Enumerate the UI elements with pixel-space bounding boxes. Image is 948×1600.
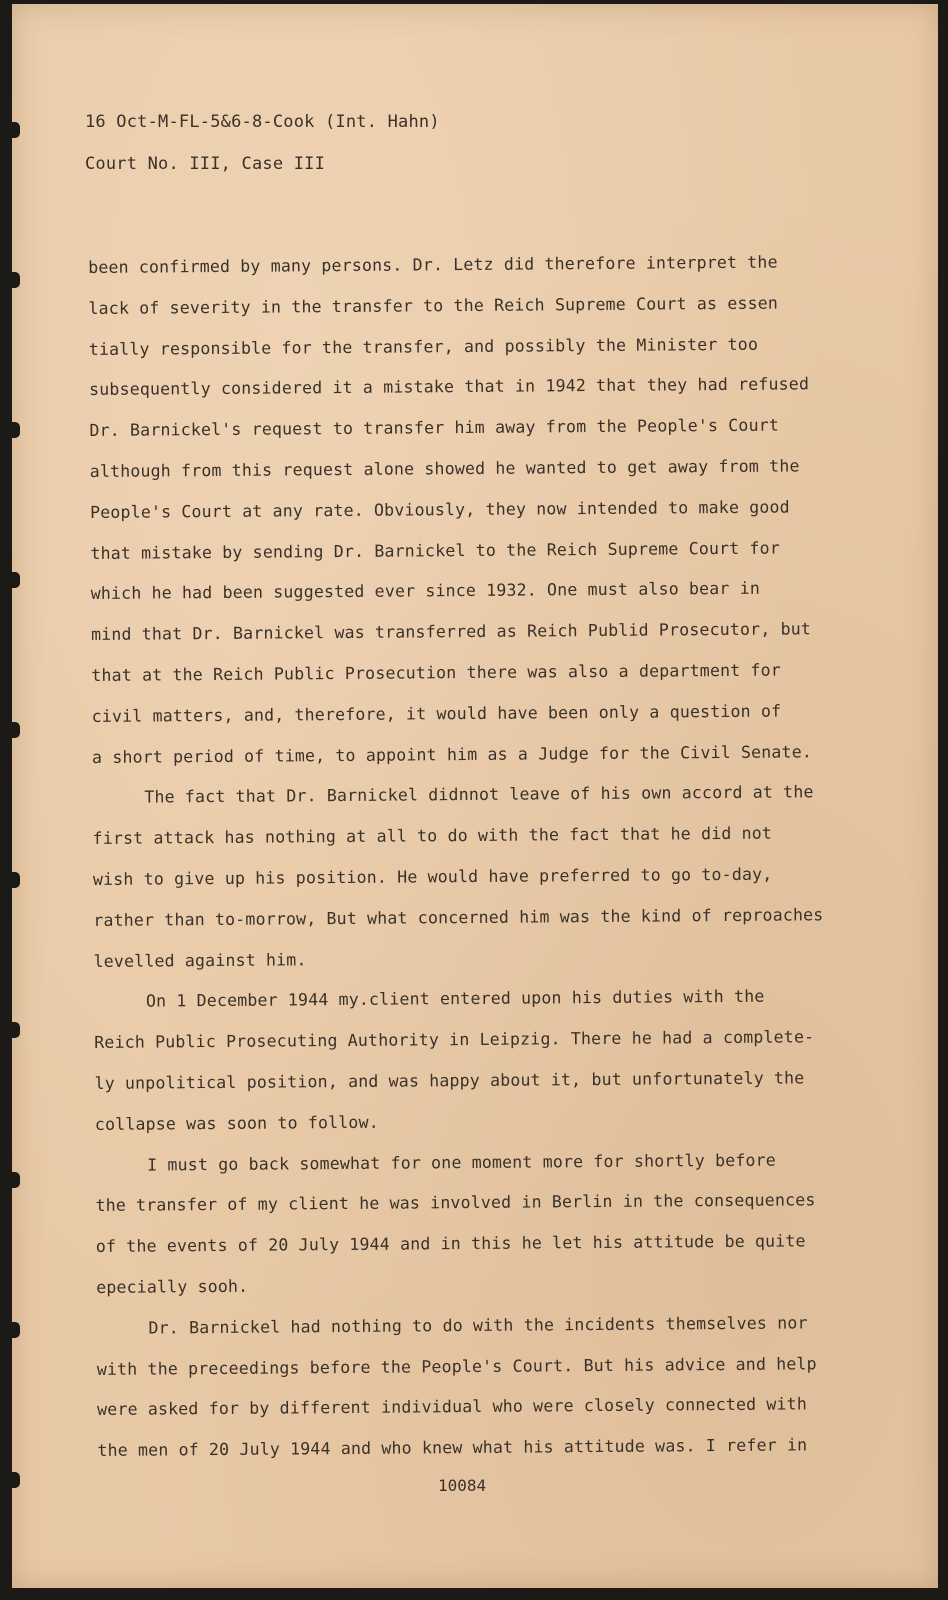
punch-hole-mark xyxy=(12,872,20,888)
text-line: the transfer of my client he was involved in Berlin in the consequences xyxy=(95,1190,816,1216)
text-line: with the preceedings before the People's Court. But his advice and help xyxy=(96,1353,817,1379)
text-line: I must go back somewhat for one moment more for shortly before xyxy=(147,1150,776,1175)
text-line: that mistake by sending Dr. Barnickel to the Reich Supreme Court for xyxy=(90,538,780,563)
text-line: were asked for by different individual who were closely connected with xyxy=(97,1394,808,1420)
punch-hole-mark xyxy=(12,1022,20,1038)
punch-hole-mark xyxy=(12,1172,20,1188)
text-line: first attack has nothing at all to do with the fact that he did not xyxy=(92,823,773,849)
text-line: subsequently considered it a mistake that in 1942 that they had refused xyxy=(89,374,810,400)
text-line: Dr. Barnickel had nothing to do with the incidents themselves nor xyxy=(148,1313,808,1338)
text-line: been confirmed by many persons. Dr. Letz did therefore interpret the xyxy=(88,252,778,277)
text-line: civil matters, and, therefore, it would have been only a question of xyxy=(91,701,782,726)
text-line: mind that Dr. Barnickel was transferred as Reich Publid Prosecutor, but xyxy=(90,619,812,645)
text-line: Dr. Barnickel's request to transfer him away from the People's Court xyxy=(89,415,780,441)
text-line: Reich Public Prosecuting Authority in Leipzig. There he had a complete- xyxy=(94,1027,815,1053)
text-line: epecially sooh. xyxy=(96,1276,249,1297)
transcript-body xyxy=(88,242,858,1472)
text-line: wish to give up his position. He would have preferred to go to-day, xyxy=(92,864,773,889)
text-line: The fact that Dr. Barnickel didnnot leave of his own accord at the xyxy=(144,782,814,807)
punch-hole-mark xyxy=(12,272,20,288)
punch-hole-mark xyxy=(12,1472,20,1488)
text-line: a short period of time, to appoint him as a Judge for the Civil Senate. xyxy=(91,741,813,767)
text-line: the men of 20 July 1944 and who knew what his attitude was. I refer in xyxy=(97,1435,808,1461)
text-line: collapse was soon to follow. xyxy=(94,1112,379,1134)
court-case-heading: Court No. III, Case III xyxy=(85,154,326,174)
text-line: which he had been suggested ever since 1932. One must also bear in xyxy=(90,579,761,604)
punch-hole-mark xyxy=(12,422,20,438)
text-line: that at the Reich Public Prosecution there was also a department for xyxy=(91,660,781,685)
punch-hole-mark xyxy=(12,572,20,588)
punch-hole-mark xyxy=(12,722,20,738)
text-line: of the events of 20 July 1944 and in this he let his attitude be quite xyxy=(95,1231,806,1257)
punch-hole-mark xyxy=(12,122,20,138)
text-line: levelled against him. xyxy=(93,949,307,971)
text-line: ly unpolitical position, and was happy about it, but unfortunately the xyxy=(94,1068,805,1093)
text-line: tially responsible for the transfer, and possibly the Minister too xyxy=(88,334,759,359)
punch-hole-mark xyxy=(12,1322,20,1338)
page-number: 10084 xyxy=(438,1476,487,1495)
document-reference: 16 Oct-M-FL-5&6-8-Cook (Int. Hahn) xyxy=(85,112,440,132)
text-line: rather than to-morrow, But what concerned him was the kind of reproaches xyxy=(93,904,824,930)
document-page xyxy=(12,4,938,1588)
text-line: lack of severity in the transfer to the Reich Supreme Court as essen xyxy=(88,293,779,318)
text-line: People's Court at any rate. Obviously, they now intended to make good xyxy=(90,497,790,522)
text-line: On 1 December 1944 my.client entered upon his duties with the xyxy=(145,987,765,1011)
text-line: although from this request alone showed he wanted to get away from the xyxy=(89,456,800,481)
